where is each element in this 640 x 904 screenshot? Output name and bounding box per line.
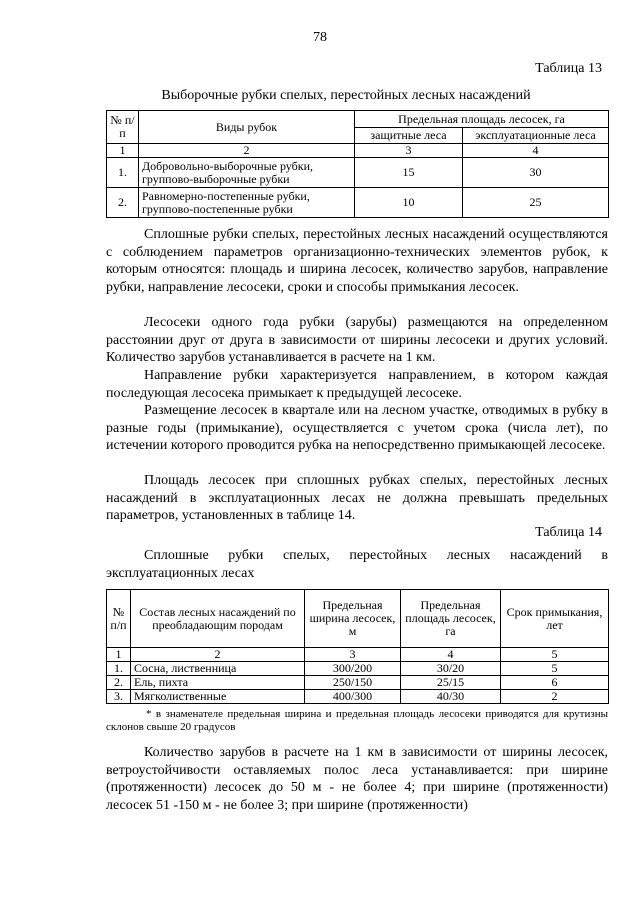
table13-label: Таблица 13 [535, 61, 602, 76]
table13-colnum: 4 [463, 144, 609, 158]
table13-header-num: № п/п [107, 111, 139, 144]
table-row [107, 158, 609, 188]
table14-cell-width: 300/200 [305, 662, 401, 676]
table14 [106, 589, 609, 704]
table14-header-area: Предельная площадь лесосек, га [401, 590, 501, 648]
paragraph: Сплошные рубки спелых, перестойных лесных насаждений осуществляются с соблюдением параметров организационно-технических элементов рубок, к которым относятся: площадь и ширина лесосек, количество зарубов, направление рубки, направление лесосеки, сроки и способы примыкания лесосек. [106, 227, 608, 295]
table14-colnum: 4 [401, 648, 501, 662]
table14-cell-width: 400/300 [305, 690, 401, 704]
table13-cell-type: Добровольно-выборочные рубки, группово-выборочные рубки [139, 158, 355, 188]
table13-cell-exploitation: 30 [463, 158, 609, 188]
paragraph: Лесосеки одного года рубки (зарубы) размещаются на определенном расстоянии друг от друга в зависимости от ширины лесосеки и других условий. Количество зарубов устанавливается в расчете на 1 км. [106, 315, 608, 366]
table14-colnum: 5 [501, 648, 609, 662]
table-row [107, 188, 609, 218]
footnote-text: * в знаменателе предельная ширина и предельная площадь лесосеки приводятся для крутизны склонов свыше 20 градусов [106, 708, 608, 733]
table14-colnum: 3 [305, 648, 401, 662]
paragraph: Количество зарубов в расчете на 1 км в зависимости от ширины лесосек, ветроустойчивости оставляемых полос леса устанавливается: при ширине (протяженности) лесосек до 50 м - не более 4; при ширине (протяженности) лесосек 51 -150 м - не более 3; при ширине (протяженности) [106, 745, 608, 813]
table14-cell-area: 25/15 [401, 676, 501, 690]
table13-cell-type: Равномерно-постепенные рубки, группово-постепенные рубки [139, 188, 355, 218]
table13-colnum: 2 [139, 144, 355, 158]
table14-cell-composition: Сосна, лиственница [131, 662, 305, 676]
table13-title: Выборочные рубки спелых, перестойных лесных насаждений [161, 88, 531, 103]
table-row [107, 662, 609, 676]
table13-cell-protective: 15 [355, 158, 463, 188]
table14-cell-num: 3. [107, 690, 131, 704]
table13-header-type: Виды рубок [139, 111, 355, 144]
paragraph: Размещение лесосек в квартале или на лесном участке, отводимых в рубку в разные годы (примыкание), осуществляется с учетом срока (числа лет), по истечении которого проводится рубка на непосредственно примыкающей лесосеке. [106, 403, 608, 454]
paragraph: Направление рубки характеризуется направлением, в котором каждая последующая лесосека примыкает к предыдущей лесосеке. [106, 368, 608, 401]
table14-cell-composition: Мягколиственные [131, 690, 305, 704]
table14-header-width: Предельная ширина лесосек, м [305, 590, 401, 648]
table14-header-term: Срок примыкания, лет [501, 590, 609, 648]
table14-cell-term: 2 [501, 690, 609, 704]
table13-cell-num: 2. [107, 188, 139, 218]
table13-cell-num: 1. [107, 158, 139, 188]
page-number: 78 [313, 30, 327, 45]
paragraph: Площадь лесосек при сплошных рубках спелых, перестойных лесных насаждений в эксплуатационных лесах не должна превышать предельных параметров, установленных в таблице 14. [106, 473, 608, 524]
table14-colnum: 2 [131, 648, 305, 662]
table14-colnum: 1 [107, 648, 131, 662]
table13-header-exploitation: эксплуатационные леса [463, 128, 609, 144]
table13-colnum: 1 [107, 144, 139, 158]
table14-cell-num: 1. [107, 662, 131, 676]
table14-label: Таблица 14 [535, 525, 602, 540]
table13-cell-exploitation: 25 [463, 188, 609, 218]
table14-cell-term: 6 [501, 676, 609, 690]
table14-cell-composition: Ель, пихта [131, 676, 305, 690]
table14-cell-area: 30/20 [401, 662, 501, 676]
table13-cell-protective: 10 [355, 188, 463, 218]
table14-cell-term: 5 [501, 662, 609, 676]
table14-header-composition: Состав лесных насаждений по преобладающим породам [131, 590, 305, 648]
table13 [106, 110, 609, 218]
table13-header-protective: защитные леса [355, 128, 463, 144]
table14-header-num: № п/п [107, 590, 131, 648]
table13-colnum: 3 [355, 144, 463, 158]
table14-cell-num: 2. [107, 676, 131, 690]
table-row [107, 690, 609, 704]
table13-header-area: Предельная площадь лесосек, га [355, 111, 609, 128]
table-row [107, 676, 609, 690]
table14-title: Сплошные рубки спелых, перестойных лесных насаждений в эксплуатационных лесах [106, 548, 608, 581]
table14-footnote [106, 708, 608, 734]
table14-cell-area: 40/30 [401, 690, 501, 704]
table14-cell-width: 250/150 [305, 676, 401, 690]
